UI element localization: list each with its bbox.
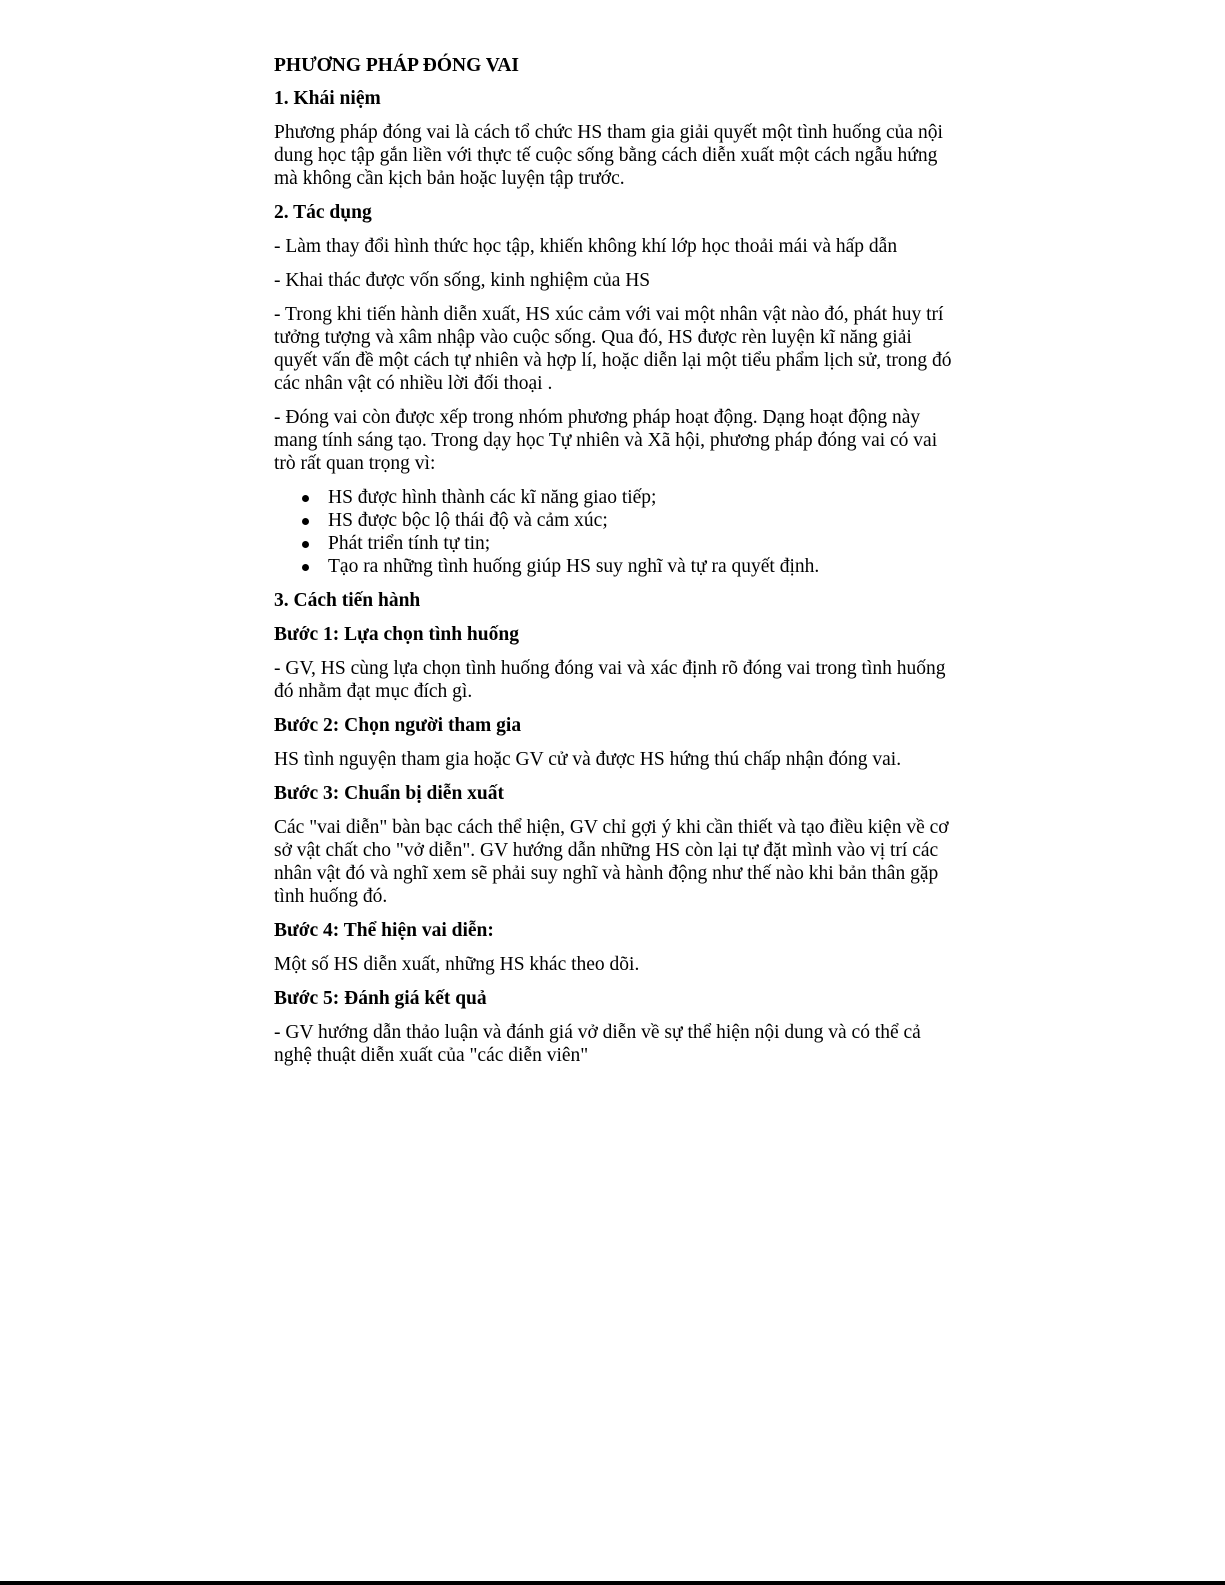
bullet-text: Tạo ra những tình huống giúp HS suy nghĩ và tự ra quyết định. (328, 556, 820, 577)
section-2-paragraph: - Đóng vai còn được xếp trong nhóm phương pháp hoạt động. Dạng hoạt động này mang tính sáng tạo. Trong dạy học Tự nhiên và Xã hội, phương pháp đóng vai có vai trò rất quan trọng vì: (274, 407, 938, 474)
bullet-text: HS được hình thành các kĩ năng giao tiếp; (328, 487, 657, 508)
step-4-text: Một số HS diễn xuất, những HS khác theo dõi. (274, 954, 640, 975)
bullet-text: HS được bộc lộ thái độ và cảm xúc; (328, 510, 608, 531)
section-2-paragraph: - Trong khi tiến hành diễn xuất, HS xúc cảm với vai một nhân vật nào đó, phát huy trí tưởng tượng và xâm nhập vào cuộc sống. Qua đó, HS được rèn luyện kĩ năng giải quyết vấn đề một cách tự nhiên và hợp lí, hoặc diễn lại một tiểu phẩm lịch sử, trong đó các nhân vật có nhiều lời đối thoại . (274, 304, 952, 394)
step-3-text: Các "vai diễn" bàn bạc cách thể hiện, GV chỉ gợi ý khi cần thiết và tạo điều kiện về cơ sở vật chất cho "vở diễn". GV hướng dẫn những HS còn lại tự đặt mình vào vị trí các nhân vật đó và nghĩ xem sẽ phải suy nghĩ và hành động như thế nào khi bản thân gặp tình huống đó. (274, 817, 949, 907)
step-2-text: HS tình nguyện tham gia hoặc GV cử và được HS hứng thú chấp nhận đóng vai. (274, 749, 902, 770)
bullet-dot-icon (302, 541, 309, 548)
section-1-heading: 1. Khái niệm (274, 88, 381, 109)
bullet-dot-icon (302, 518, 309, 525)
bullet-list (274, 486, 954, 578)
page-bottom-border (0, 1581, 1225, 1585)
section-2-paragraph: - Làm thay đổi hình thức học tập, khiến không khí lớp học thoải mái và hấp dẫn (274, 236, 898, 257)
bullet-dot-icon (302, 564, 309, 571)
section-1-text: Phương pháp đóng vai là cách tổ chức HS tham gia giải quyết một tình huống của nội dung học tập gắn liền với thực tế cuộc sống bằng cách diễn xuất một cách ngẫu hứng mà không cần kịch bản hoặc luyện tập trước. (274, 122, 943, 189)
section-3-heading: 3. Cách tiến hành (274, 590, 421, 611)
step-3-heading: Bước 3: Chuẩn bị diễn xuất (274, 783, 505, 804)
bullet-dot-icon (302, 495, 309, 502)
step-5-heading: Bước 5: Đánh giá kết quả (274, 988, 487, 1009)
bullet-item (274, 509, 954, 532)
step-4-heading: Bước 4: Thể hiện vai diễn: (274, 920, 494, 941)
bullet-item (274, 555, 954, 578)
bullet-item (274, 532, 954, 555)
step-1-text: - GV, HS cùng lựa chọn tình huống đóng vai và xác định rõ đóng vai trong tình huống đó nhằm đạt mục đích gì. (274, 658, 946, 702)
document-page (274, 54, 954, 1078)
section-2-heading: 2. Tác dụng (274, 202, 372, 223)
section-2-paragraph: - Khai thác được vốn sống, kinh nghiệm của HS (274, 270, 651, 291)
bullet-item (274, 486, 954, 509)
step-2-heading: Bước 2: Chọn người tham gia (274, 715, 522, 736)
step-1-heading: Bước 1: Lựa chọn tình huống (274, 624, 519, 645)
step-5-text: - GV hướng dẫn thảo luận và đánh giá vở diễn về sự thể hiện nội dung và có thể cả nghệ thuật diễn xuất của "các diễn viên" (274, 1022, 921, 1066)
document-title: PHƯƠNG PHÁP ĐÓNG VAI (274, 55, 520, 76)
bullet-text: Phát triển tính tự tin; (328, 533, 491, 554)
